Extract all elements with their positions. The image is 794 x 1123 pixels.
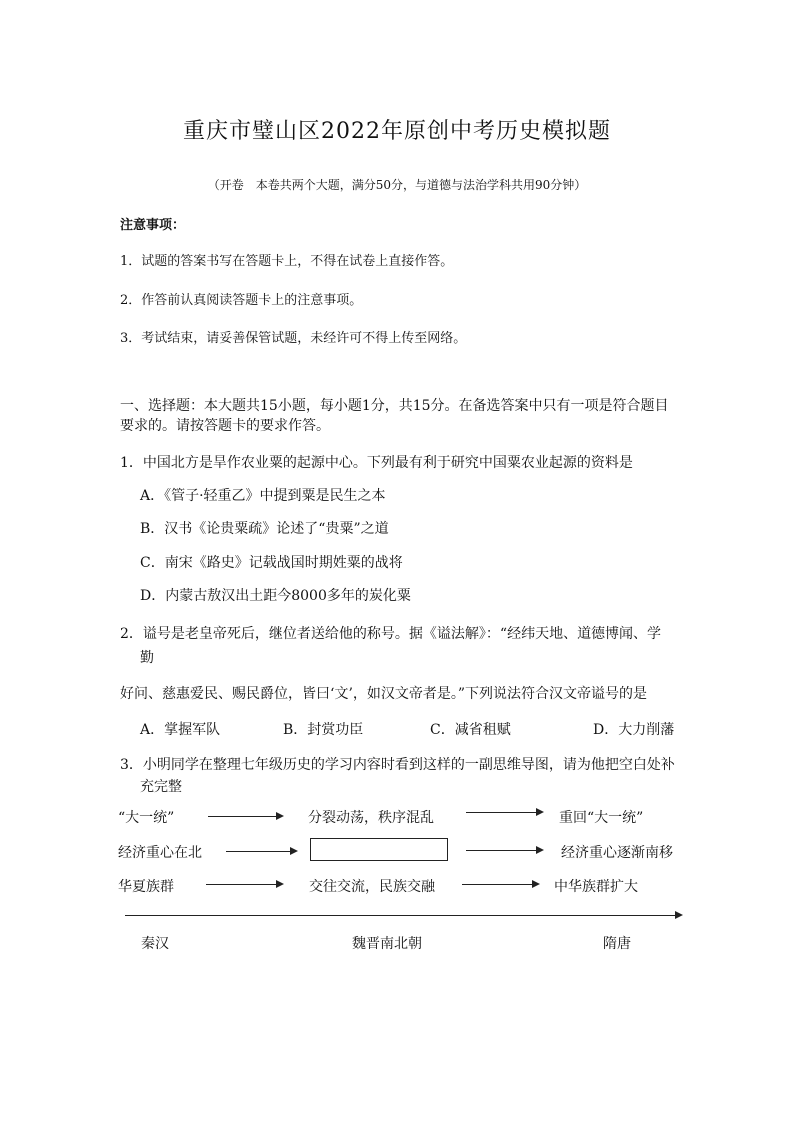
section-heading-line1: 一、选择题：本大题共15小题，每小题1分，共15分。在备选答案中只有一项是符合题目 <box>120 398 669 414</box>
mindmap-start-3: 华夏族群 <box>118 879 174 895</box>
question-2-option-b: B．封赏功臣 <box>283 722 364 738</box>
notice-heading: 注意事项： <box>120 218 186 233</box>
mindmap-middle-3: 交往交流，民族交融 <box>309 879 435 895</box>
notice-item: 2．作答前认真阅读答题卡上的注意事项。 <box>120 293 363 308</box>
mindmap-arrow <box>462 884 538 885</box>
mindmap-arrow <box>208 816 282 817</box>
timeline-label-weijin: 魏晋南北朝 <box>352 936 422 952</box>
mindmap-arrow <box>206 884 282 885</box>
notice-item: 3．考试结束，请妥善保管试题，未经许可不得上传至网络。 <box>120 331 467 346</box>
page-title: 重庆市璧山区2022年原创中考历史模拟题 <box>183 119 611 144</box>
mindmap-end-2: 经济重心逐渐南移 <box>561 845 673 861</box>
section-heading-line2: 要求的。请按答题卡的要求作答。 <box>120 418 330 434</box>
question-1-stem: 1．中国北方是旱作农业粟的起源中心。下列最有利于研究中国粟农业起源的资料是 <box>120 455 633 471</box>
mindmap-end-1: 重回“大一统” <box>559 810 644 826</box>
mindmap-middle-1: 分裂动荡，秩序混乱 <box>308 810 434 826</box>
question-2-stem-line3: 好问、慈惠爱民、赐民爵位，皆曰‘文’，如汉文帝者是。”下列说法符合汉文帝谥号的是 <box>120 686 648 702</box>
timeline-label-qinhan: 秦汉 <box>141 936 169 952</box>
question-1-option-d: D．内蒙古敖汉出土距今8000多年的炭化粟 <box>140 588 411 604</box>
timeline-arrow <box>125 915 681 916</box>
question-2-stem-line1: 2．谥号是老皇帝死后，继位者送给他的称号。据《谥法解》：“经纬天地、道德博闻、学 <box>120 626 662 642</box>
timeline-label-suitang: 隋唐 <box>603 936 631 952</box>
mindmap-arrow <box>226 851 296 852</box>
mindmap-end-3: 中华族群扩大 <box>554 879 638 895</box>
exam-subtitle: （开卷 本卷共两个大题，满分50分，与道德与法治学科共用90分钟） <box>207 178 587 192</box>
question-2-option-d: D．大力削藩 <box>593 722 675 738</box>
mindmap-arrow <box>466 812 542 813</box>
question-3-stem-line2: 充完整 <box>140 779 182 795</box>
mindmap-answer-blank[interactable] <box>310 838 448 861</box>
question-2-option-a: A．掌握军队 <box>140 722 221 738</box>
question-2-option-c: C．减省租赋 <box>430 722 511 738</box>
mindmap-start-2: 经济重心在北 <box>118 845 202 861</box>
question-1-option-a: A．《管子·轻重乙》中提到粟是民生之本 <box>140 488 386 504</box>
notice-item: 1．试题的答案书写在答题卡上，不得在试卷上直接作答。 <box>120 254 454 269</box>
mindmap-arrow <box>466 850 542 851</box>
question-3-stem-line1: 3．小明同学在整理七年级历史的学习内容时看到这样的一副思维导图，请为他把空白处补 <box>120 757 675 773</box>
question-2-stem-line2: 勤 <box>140 650 154 666</box>
mindmap-start-1: “大一统” <box>118 810 175 826</box>
question-1-option-b: B．汉书《论贵粟疏》论述了“贵粟”之道 <box>140 521 389 537</box>
question-1-option-c: C．南宋《路史》记载战国时期姓粟的战将 <box>140 555 403 571</box>
